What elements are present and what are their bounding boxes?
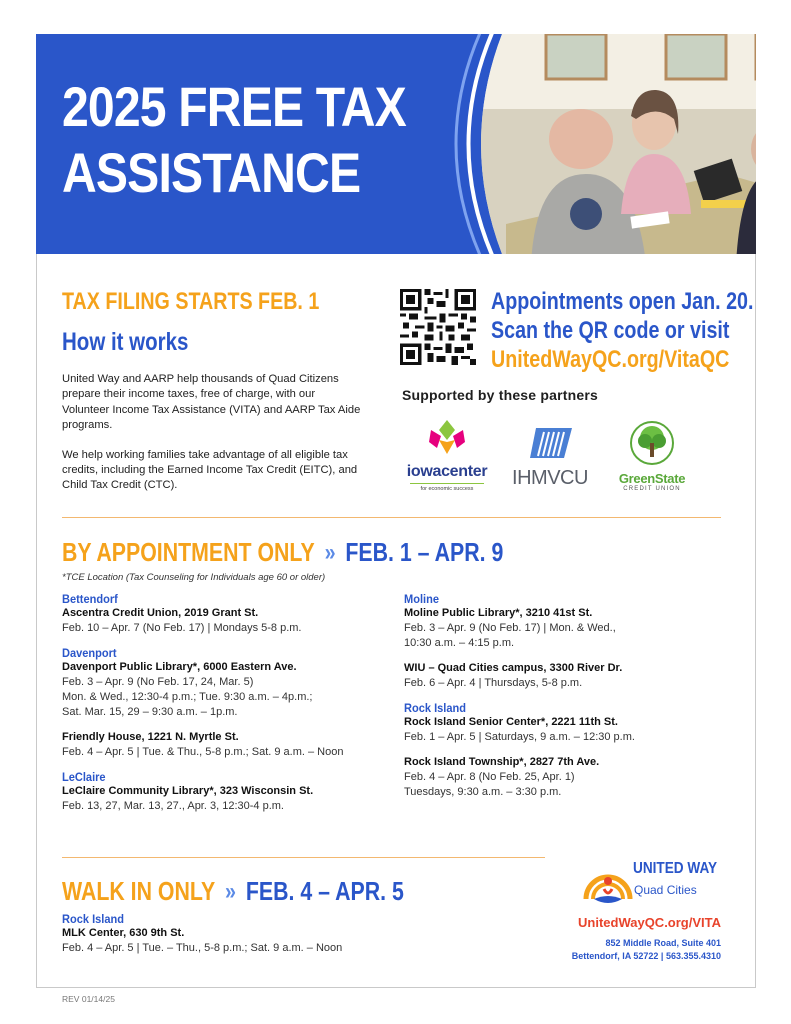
tce-note: *TCE Location (Tax Counseling for Individuals age 60 or older) — [62, 572, 326, 583]
location-schedule: Feb. 4 – Apr. 8 (No Feb. 25, Apr. 1) — [404, 771, 575, 783]
filing-start-heading: TAX FILING STARTS FEB. 1 — [62, 288, 320, 315]
location-schedule: Feb. 1 – Apr. 5 | Saturdays, 9 a.m. – 12:30 p.m. — [404, 731, 635, 743]
locations-column-left — [62, 592, 392, 814]
chevron-right-icon: » — [324, 538, 336, 566]
spacer — [404, 745, 734, 755]
greenstate-name: GreenState — [618, 471, 686, 486]
address-line-2: Bettendorf, IA 52722 | 563.355.4310 — [571, 951, 721, 961]
greenstate-subtitle: CREDIT UNION — [623, 486, 681, 492]
iowa-center-logo — [404, 420, 490, 494]
city-rock-island: Rock Island — [404, 701, 466, 715]
city-rock-island: Rock Island — [62, 912, 124, 926]
city-davenport: Davenport — [62, 646, 117, 660]
walkin-dates: FEB. 4 – APR. 5 — [245, 876, 404, 906]
location-schedule: Feb. 10 – Apr. 7 (No Feb. 17) | Mondays 5-8 p.m. — [62, 622, 302, 634]
callout-url-link[interactable]: UnitedWayQC.org/VitaQC — [491, 346, 730, 373]
location-schedule: Feb. 4 – Apr. 5 | Tue. – Thu., 5-8 p.m.; Sat. 9 a.m. – Noon — [62, 942, 343, 954]
location-name: LeClaire Community Library*, 323 Wisconsin St. — [62, 785, 314, 797]
city-bettendorf: Bettendorf — [62, 592, 118, 606]
callout-line-1: Appointments open Jan. 20. — [491, 288, 754, 315]
location-schedule: Feb. 13, 27, Mar. 13, 27., Apr. 3, 12:30-4 p.m. — [62, 800, 284, 812]
intro-paragraph-2: We help working families take advantage of all eligible tax credits, including the Earned Income Tax Credit (EITC), and Child Tax Credit (CTC). — [62, 448, 358, 492]
location-schedule: Feb. 3 – Apr. 9 (No Feb. 17) | Mon. & Wed., — [404, 622, 616, 634]
ihmvcu-name: IHMVCU — [512, 467, 588, 489]
title-line-1: 2025 FREE TAX — [62, 75, 406, 138]
appointment-heading — [62, 537, 503, 568]
city-moline: Moline — [404, 592, 439, 606]
united-way-address — [572, 937, 721, 963]
location-name: Moline Public Library*, 3210 41st St. — [404, 607, 593, 619]
location-name: Rock Island Senior Center*, 2221 11th St. — [404, 716, 618, 728]
location-schedule: Sat. Mar. 15, 29 – 9:30 a.m. – 1p.m. — [62, 706, 238, 718]
intro-paragraph-1: United Way and AARP help thousands of Quad Citizens prepare their income taxes, free of charge, with our Volunteer Income Tax Assistance (VITA) and AARP Tax Aide programs. — [62, 373, 361, 432]
location-name: Davenport Public Library*, 6000 Eastern Ave. — [62, 661, 297, 673]
revision-date: REV 01/14/25 — [62, 994, 115, 1004]
divider-bottom — [62, 857, 545, 858]
qr-code[interactable] — [400, 289, 476, 365]
city-leclaire: LeClaire — [62, 770, 106, 784]
united-way-subtitle: Quad Cities — [634, 883, 697, 897]
hero-banner — [36, 34, 756, 254]
location-name: Rock Island Township*, 2827 7th Ave. — [404, 756, 600, 768]
walkin-heading — [62, 876, 404, 907]
appointment-dates: FEB. 1 – APR. 9 — [345, 537, 504, 567]
appointments-callout — [491, 287, 753, 374]
iowa-center-icon — [427, 420, 467, 456]
title-line-2: ASSISTANCE — [62, 141, 361, 204]
location-name: WIU – Quad Cities campus, 3300 River Dr. — [404, 662, 623, 674]
ihmvcu-logo — [508, 428, 592, 490]
walkin-location — [62, 912, 442, 956]
greenstate-logo — [612, 421, 692, 492]
divider-top — [62, 517, 721, 518]
spacer — [62, 720, 392, 730]
how-it-works-heading: How it works — [62, 328, 189, 356]
location-schedule: Mon. & Wed., 12:30-4 p.m.; Tue. 9:30 a.m. – 4p.m.; — [62, 691, 313, 703]
tree-icon — [630, 421, 674, 465]
spacer — [404, 651, 734, 661]
callout-line-2: Scan the QR code or visit — [491, 317, 730, 344]
location-name: Friendly House, 1221 N. Myrtle St. — [62, 731, 239, 743]
location-name: Ascentra Credit Union, 2019 Grant St. — [62, 607, 259, 619]
iowa-center-name: iowacenter — [406, 463, 488, 480]
walkin-label: WALK IN ONLY — [62, 876, 216, 906]
location-schedule: Feb. 6 – Apr. 4 | Thursdays, 5-8 p.m. — [404, 677, 583, 689]
chevron-right-icon: » — [225, 877, 236, 905]
hero-photo — [436, 34, 756, 254]
location-schedule: Feb. 3 – Apr. 9 (No Feb. 17, 24, Mar. 5) — [62, 676, 254, 688]
locations-column-right — [404, 592, 734, 800]
address-line-1: 852 Middle Road, Suite 401 — [605, 938, 721, 948]
iowa-center-tagline: for economic success — [410, 483, 484, 492]
united-way-name: UNITED WAY — [633, 860, 718, 877]
ihmvcu-icon — [528, 428, 572, 458]
intro-text — [62, 372, 362, 494]
partners-heading: Supported by these partners — [402, 387, 598, 403]
united-way-url-link[interactable]: UnitedWayQC.org/VITA — [578, 915, 721, 930]
location-name: MLK Center, 630 9th St. — [62, 927, 185, 939]
location-schedule: Tuesdays, 9:30 a.m. – 3:30 p.m. — [404, 786, 562, 798]
page-title — [62, 74, 423, 206]
location-schedule: Feb. 4 – Apr. 5 | Tue. & Thu., 5-8 p.m.; Sat. 9 a.m. – Noon — [62, 746, 344, 758]
location-schedule: 10:30 a.m. – 4:15 p.m. — [404, 637, 515, 649]
appointment-label: BY APPOINTMENT ONLY — [62, 537, 315, 567]
